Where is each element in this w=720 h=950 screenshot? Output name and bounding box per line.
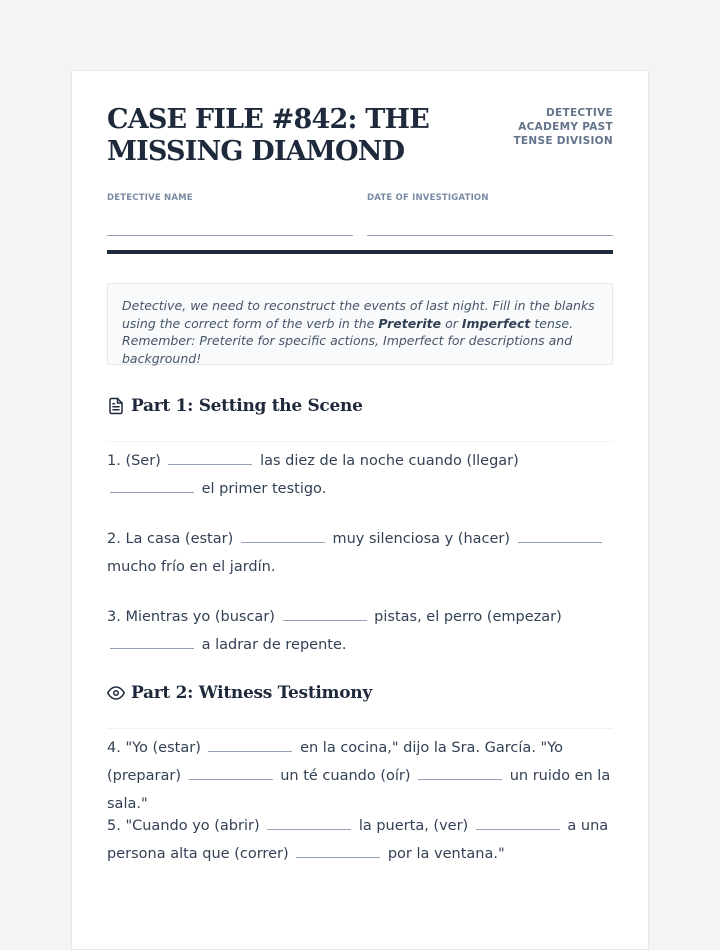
answer-blank[interactable] — [168, 450, 252, 465]
answer-blank[interactable] — [241, 528, 325, 543]
instructions-text: Detective, we need to reconstruct the events of last night. Fill in the blanks using the correct form of the verb in the — [122, 298, 595, 331]
exercise-text: un té cuando (oír) — [280, 768, 411, 784]
exercise-text: por la ventana." — [387, 846, 505, 862]
exercise-text: 1. (Ser) — [107, 453, 161, 469]
answer-blank[interactable] — [189, 765, 273, 780]
section-title: Part 1: Setting the Scene — [131, 396, 363, 416]
header-divider — [107, 250, 613, 254]
page-title: CASE FILE #842: THE MISSING DIAMOND — [107, 104, 430, 167]
exercise-text: la puerta, (ver) — [358, 818, 469, 834]
date-label: DATE OF INVESTIGATION — [367, 193, 489, 203]
exercise-item — [107, 812, 613, 868]
answer-blank[interactable] — [418, 765, 502, 780]
answer-blank[interactable] — [296, 843, 380, 858]
answer-blank[interactable] — [283, 606, 367, 621]
exercise-text: a ladrar de repente. — [201, 637, 347, 653]
eye-icon — [107, 684, 125, 702]
exercise-text: 3. Mientras yo (buscar) — [107, 609, 275, 625]
exercise-text: mucho frío en el jardín. — [107, 559, 276, 575]
section-part-2 — [107, 684, 613, 729]
exercise-text: a una persona alta que (correr) — [107, 818, 609, 862]
instructions-or: or — [441, 315, 462, 331]
answer-blank[interactable] — [476, 815, 560, 830]
division-label: DETECTIVE ACADEMY PAST TENSE DIVISION — [513, 107, 613, 147]
answer-blank[interactable] — [208, 737, 292, 752]
document-icon — [107, 397, 125, 415]
answer-blank[interactable] — [110, 634, 194, 649]
answer-blank[interactable] — [518, 528, 602, 543]
exercise-text: las diez de la noche cuando (llegar) — [260, 453, 519, 469]
answer-blank[interactable] — [110, 478, 194, 493]
detective-name-field[interactable] — [107, 235, 353, 236]
instructions-reminder: tense. Remember: Preterite for specific actions, Imperfect for descriptions and background! — [122, 315, 574, 366]
exercise-text: un ruido en la sala." — [107, 768, 611, 812]
exercise-text: 4. "Yo (estar) — [107, 740, 201, 756]
answer-blank[interactable] — [267, 815, 351, 830]
exercise-item — [107, 603, 613, 659]
instructions-box — [107, 283, 613, 365]
exercise-text: 2. La casa (estar) — [107, 531, 234, 547]
exercise-item — [107, 447, 613, 503]
detective-name-label: DETECTIVE NAME — [107, 193, 193, 203]
exercise-item — [107, 734, 613, 818]
exercise-text: muy silenciosa y (hacer) — [332, 531, 511, 547]
imperfect-term: Imperfect — [461, 315, 531, 331]
date-field[interactable] — [367, 235, 613, 236]
exercise-text: pistas, el perro (empezar) — [374, 609, 562, 625]
section-title: Part 2: Witness Testimony — [131, 683, 372, 703]
exercise-text: en la cocina," dijo la Sra. García. "Yo (preparar) — [107, 740, 564, 784]
exercise-item — [107, 525, 613, 581]
exercise-text: 5. "Cuando yo (abrir) — [107, 818, 260, 834]
exercise-text: el primer testigo. — [201, 481, 327, 497]
preterite-term: Preterite — [378, 315, 442, 331]
section-part-1 — [107, 397, 613, 442]
